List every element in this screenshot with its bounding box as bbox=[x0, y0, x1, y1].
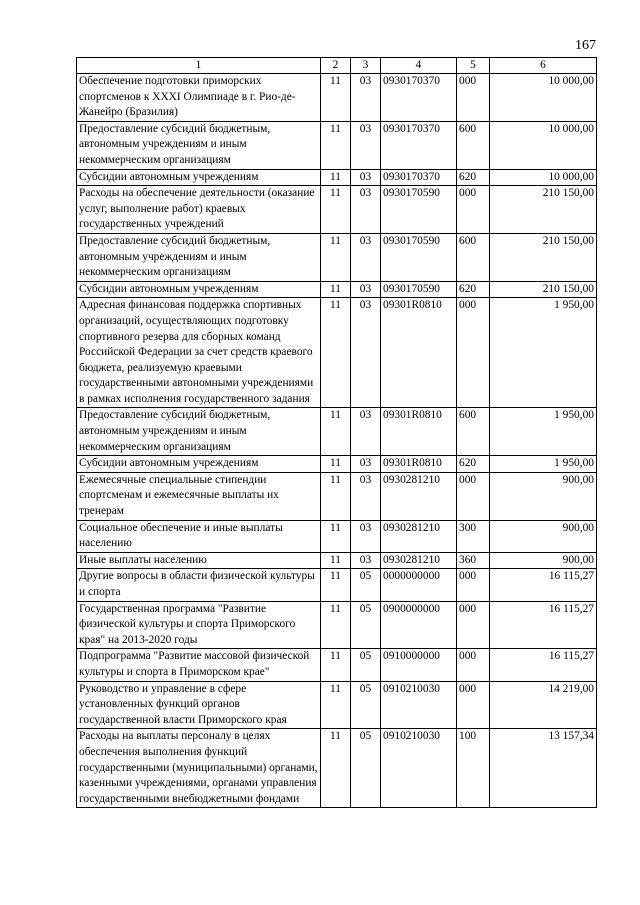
cell-section: 11 bbox=[321, 520, 351, 552]
col-header: 2 bbox=[321, 58, 351, 74]
cell-subsection: 05 bbox=[351, 649, 381, 681]
cell-subsection: 05 bbox=[351, 569, 381, 601]
cell-target-article: 0900000000 bbox=[381, 601, 457, 649]
table-row bbox=[77, 552, 597, 569]
cell-amount: 210 150,00 bbox=[490, 186, 597, 234]
cell-section: 11 bbox=[321, 681, 351, 729]
cell-subsection: 03 bbox=[351, 281, 381, 298]
cell-subsection: 03 bbox=[351, 552, 381, 569]
cell-target-article: 0930281210 bbox=[381, 552, 457, 569]
cell-name: Субсидии автономным учреждениям bbox=[77, 169, 321, 186]
cell-amount: 900,00 bbox=[490, 520, 597, 552]
table-row bbox=[77, 74, 597, 122]
cell-section: 11 bbox=[321, 456, 351, 473]
cell-amount: 10 000,00 bbox=[490, 169, 597, 186]
table-row bbox=[77, 520, 597, 552]
cell-subsection: 03 bbox=[351, 298, 381, 408]
col-header: 6 bbox=[490, 58, 597, 74]
cell-amount: 900,00 bbox=[490, 472, 597, 520]
cell-amount: 16 115,27 bbox=[490, 601, 597, 649]
cell-subsection: 03 bbox=[351, 408, 381, 456]
table-row bbox=[77, 456, 597, 473]
cell-expense-type: 600 bbox=[457, 408, 490, 456]
cell-target-article: 09301R0810 bbox=[381, 408, 457, 456]
cell-expense-type: 000 bbox=[457, 569, 490, 601]
cell-amount: 14 219,00 bbox=[490, 681, 597, 729]
col-header: 1 bbox=[77, 58, 321, 74]
cell-subsection: 03 bbox=[351, 233, 381, 281]
cell-section: 11 bbox=[321, 649, 351, 681]
cell-expense-type: 620 bbox=[457, 456, 490, 473]
col-header: 5 bbox=[457, 58, 490, 74]
cell-name: Адресная финансовая поддержка спортивных организаций, осуществляющих подготовку спортивного резерва для сборных команд Российской Федерации за счет средств краевого бюджета, реализуемую краевыми государственными автономными учреждениями в рамках исполнения государственного задания bbox=[77, 298, 321, 408]
table-row bbox=[77, 121, 597, 169]
cell-section: 11 bbox=[321, 601, 351, 649]
cell-amount: 10 000,00 bbox=[490, 74, 597, 122]
cell-expense-type: 000 bbox=[457, 649, 490, 681]
cell-target-article: 09301R0810 bbox=[381, 298, 457, 408]
table-row bbox=[77, 298, 597, 408]
cell-expense-type: 620 bbox=[457, 169, 490, 186]
cell-section: 11 bbox=[321, 281, 351, 298]
cell-target-article: 0930170370 bbox=[381, 169, 457, 186]
cell-amount: 1 950,00 bbox=[490, 456, 597, 473]
cell-amount: 1 950,00 bbox=[490, 298, 597, 408]
table-row bbox=[77, 186, 597, 234]
col-header: 3 bbox=[351, 58, 381, 74]
cell-expense-type: 000 bbox=[457, 74, 490, 122]
cell-subsection: 05 bbox=[351, 729, 381, 808]
cell-name: Предоставление субсидий бюджетным, автономным учреждениям и иным некоммерческим организациям bbox=[77, 408, 321, 456]
cell-subsection: 03 bbox=[351, 186, 381, 234]
cell-expense-type: 000 bbox=[457, 186, 490, 234]
cell-target-article: 0910210030 bbox=[381, 681, 457, 729]
cell-expense-type: 360 bbox=[457, 552, 490, 569]
cell-target-article: 0910000000 bbox=[381, 649, 457, 681]
cell-section: 11 bbox=[321, 121, 351, 169]
cell-section: 11 bbox=[321, 408, 351, 456]
cell-target-article: 0930281210 bbox=[381, 472, 457, 520]
cell-subsection: 05 bbox=[351, 601, 381, 649]
table-row bbox=[77, 169, 597, 186]
budget-table bbox=[76, 57, 597, 808]
cell-name: Предоставление субсидий бюджетным, автономным учреждениям и иным некоммерческим организациям bbox=[77, 121, 321, 169]
cell-section: 11 bbox=[321, 729, 351, 808]
cell-expense-type: 000 bbox=[457, 298, 490, 408]
cell-section: 11 bbox=[321, 569, 351, 601]
cell-name: Подпрограмма "Развитие массовой физической культуры и спорта в Приморском крае" bbox=[77, 649, 321, 681]
cell-name: Другие вопросы в области физической культуры и спорта bbox=[77, 569, 321, 601]
cell-target-article: 0930170590 bbox=[381, 186, 457, 234]
cell-target-article: 09301R0810 bbox=[381, 456, 457, 473]
cell-expense-type: 000 bbox=[457, 601, 490, 649]
cell-target-article: 0930170370 bbox=[381, 74, 457, 122]
cell-name: Государственная программа "Развитие физической культуры и спорта Приморского края" на 2013-2020 годы bbox=[77, 601, 321, 649]
cell-target-article: 0930170590 bbox=[381, 281, 457, 298]
table-row bbox=[77, 408, 597, 456]
cell-section: 11 bbox=[321, 186, 351, 234]
cell-amount: 16 115,27 bbox=[490, 569, 597, 601]
cell-target-article: 0910210030 bbox=[381, 729, 457, 808]
cell-section: 11 bbox=[321, 169, 351, 186]
table-row bbox=[77, 649, 597, 681]
cell-section: 11 bbox=[321, 552, 351, 569]
cell-target-article: 0930281210 bbox=[381, 520, 457, 552]
cell-target-article: 0000000000 bbox=[381, 569, 457, 601]
cell-expense-type: 000 bbox=[457, 681, 490, 729]
cell-amount: 13 157,34 bbox=[490, 729, 597, 808]
cell-name: Предоставление субсидий бюджетным, автономным учреждениям и иным некоммерческим организациям bbox=[77, 233, 321, 281]
cell-subsection: 05 bbox=[351, 681, 381, 729]
cell-amount: 10 000,00 bbox=[490, 121, 597, 169]
table-row bbox=[77, 729, 597, 808]
table-row bbox=[77, 472, 597, 520]
cell-name: Субсидии автономным учреждениям bbox=[77, 456, 321, 473]
cell-expense-type: 100 bbox=[457, 729, 490, 808]
cell-name: Расходы на обеспечение деятельности (оказание услуг, выполнение работ) краевых государственных учреждений bbox=[77, 186, 321, 234]
cell-section: 11 bbox=[321, 74, 351, 122]
cell-section: 11 bbox=[321, 233, 351, 281]
cell-name: Руководство и управление в сфере установленных функций органов государственной власти Приморского края bbox=[77, 681, 321, 729]
cell-section: 11 bbox=[321, 472, 351, 520]
cell-expense-type: 600 bbox=[457, 121, 490, 169]
cell-name: Субсидии автономным учреждениям bbox=[77, 281, 321, 298]
table-row bbox=[77, 601, 597, 649]
cell-amount: 16 115,27 bbox=[490, 649, 597, 681]
cell-section: 11 bbox=[321, 298, 351, 408]
cell-subsection: 03 bbox=[351, 169, 381, 186]
table-row bbox=[77, 233, 597, 281]
page-number: 167 bbox=[575, 38, 596, 53]
cell-subsection: 03 bbox=[351, 74, 381, 122]
cell-target-article: 0930170590 bbox=[381, 233, 457, 281]
cell-name: Иные выплаты населению bbox=[77, 552, 321, 569]
cell-name: Ежемесячные специальные стипендии спортсменам и ежемесячные выплаты их тренерам bbox=[77, 472, 321, 520]
cell-name: Расходы на выплаты персоналу в целях обеспечения выполнения функций государственными (муниципальными) органами, казенными учреждениями, органами управления государственными внебюджетными фондами bbox=[77, 729, 321, 808]
cell-target-article: 0930170370 bbox=[381, 121, 457, 169]
cell-expense-type: 620 bbox=[457, 281, 490, 298]
cell-name: Обеспечение подготовки приморских спортсменов к XXXI Олимпиаде в г. Рио-де-Жанейро (Бразилия) bbox=[77, 74, 321, 122]
table-row bbox=[77, 681, 597, 729]
cell-name: Социальное обеспечение и иные выплаты населению bbox=[77, 520, 321, 552]
cell-subsection: 03 bbox=[351, 520, 381, 552]
table-row bbox=[77, 281, 597, 298]
header-row bbox=[77, 58, 597, 74]
col-header: 4 bbox=[381, 58, 457, 74]
cell-amount: 210 150,00 bbox=[490, 233, 597, 281]
cell-expense-type: 600 bbox=[457, 233, 490, 281]
cell-expense-type: 000 bbox=[457, 472, 490, 520]
cell-subsection: 03 bbox=[351, 121, 381, 169]
cell-amount: 1 950,00 bbox=[490, 408, 597, 456]
cell-subsection: 03 bbox=[351, 472, 381, 520]
table-row bbox=[77, 569, 597, 601]
cell-amount: 210 150,00 bbox=[490, 281, 597, 298]
cell-amount: 900,00 bbox=[490, 552, 597, 569]
cell-expense-type: 300 bbox=[457, 520, 490, 552]
cell-subsection: 03 bbox=[351, 456, 381, 473]
